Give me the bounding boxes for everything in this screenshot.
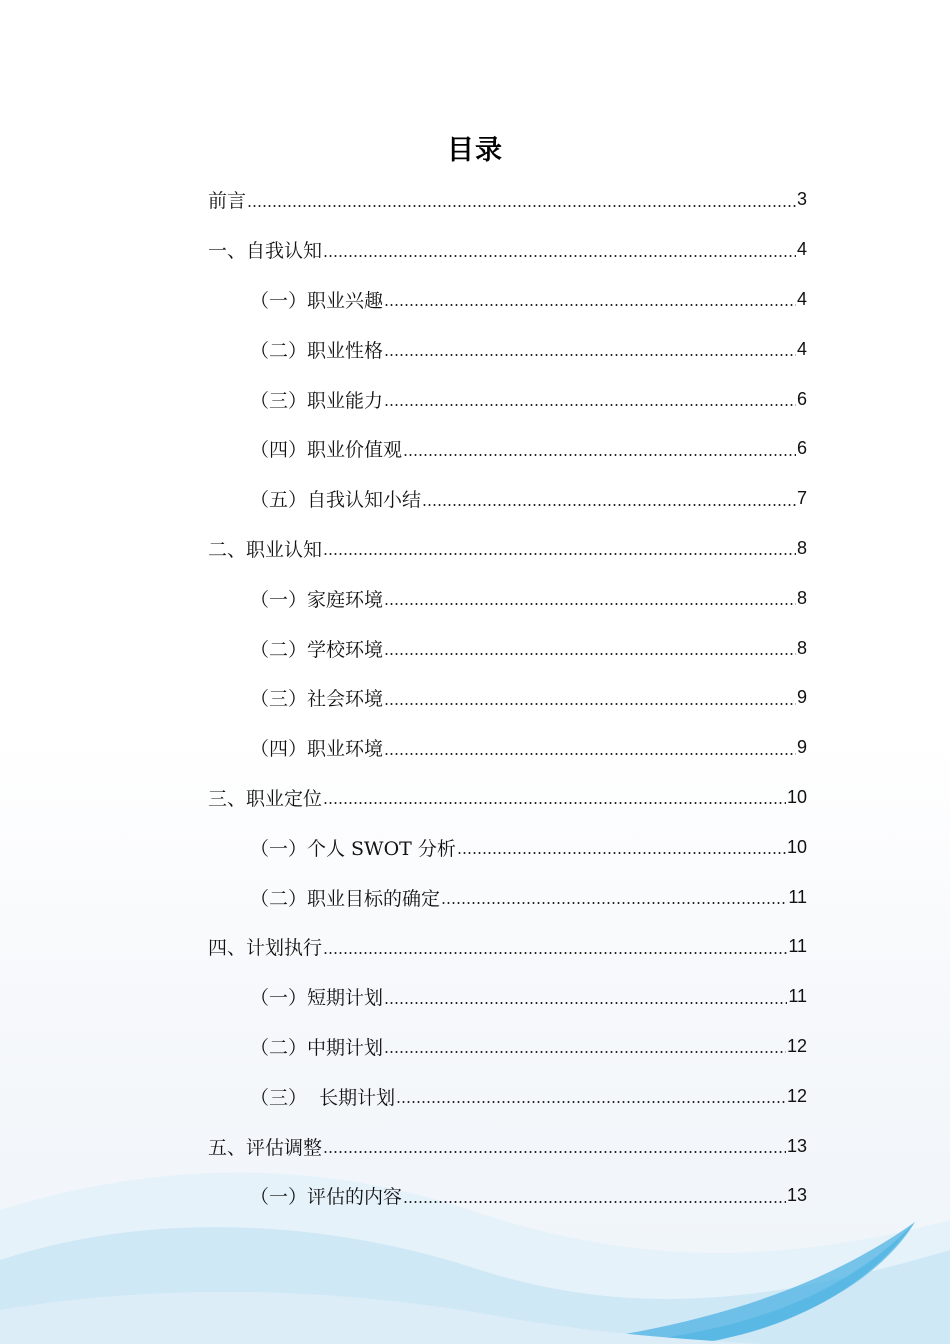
toc-entry-label: （一）短期计划 — [250, 987, 384, 1010]
toc-entry[interactable] — [208, 225, 807, 275]
toc-entry-label: 四、计划执行 — [208, 937, 323, 960]
toc-page-number: 7 — [796, 488, 807, 509]
toc-entry-label: （四）职业价值观 — [250, 439, 403, 462]
toc-dot-leader — [384, 404, 796, 406]
toc-subentry[interactable] — [208, 424, 807, 474]
toc-subentry[interactable] — [208, 723, 807, 773]
toc-dot-leader — [403, 1201, 786, 1203]
toc-page-number: 12 — [786, 1085, 807, 1106]
toc-dot-leader — [384, 753, 796, 755]
toc-page-number: 8 — [796, 637, 807, 658]
toc-page-number: 10 — [786, 786, 807, 807]
toc-dot-leader — [384, 354, 796, 356]
toc-entry-label: （三）职业能力 — [250, 389, 384, 412]
toc-page-number: 9 — [796, 687, 807, 708]
toc-page-number: 12 — [786, 1035, 807, 1056]
toc-entry-label: 前言 — [208, 190, 247, 213]
toc-entry-label: （二）学校环境 — [250, 638, 384, 661]
toc-page-number: 4 — [796, 288, 807, 309]
toc-dot-leader — [403, 454, 796, 456]
toc-entry-label: （二）职业性格 — [250, 339, 384, 362]
toc-dot-leader — [323, 553, 796, 555]
toc-page-number: 4 — [796, 239, 807, 260]
toc-entry[interactable] — [208, 175, 807, 225]
toc-dot-leader — [396, 1101, 786, 1103]
toc-page-number: 3 — [796, 189, 807, 210]
toc-subentry[interactable] — [208, 573, 807, 623]
toc-page-number: 8 — [796, 537, 807, 558]
toc-dot-leader — [384, 653, 796, 655]
toc-subentry[interactable] — [208, 1071, 807, 1121]
toc-page-number: 10 — [786, 836, 807, 857]
toc-subentry[interactable] — [208, 623, 807, 673]
toc-page-number: 4 — [796, 338, 807, 359]
toc-page-number: 8 — [796, 587, 807, 608]
toc-dot-leader — [457, 852, 786, 854]
toc-dot-leader — [247, 205, 796, 207]
toc-subentry[interactable] — [208, 822, 807, 872]
toc-subentry[interactable] — [208, 972, 807, 1022]
toc-dot-leader — [323, 255, 796, 257]
toc-subentry[interactable] — [208, 872, 807, 922]
toc-subentry[interactable] — [208, 1022, 807, 1072]
toc-dot-leader — [323, 802, 786, 804]
toc-entry-label: 一、自我认知 — [208, 240, 323, 263]
table-of-contents — [208, 175, 807, 1221]
toc-dot-leader — [384, 1002, 787, 1004]
toc-dot-leader — [384, 1051, 786, 1053]
toc-dot-leader — [323, 1151, 786, 1153]
toc-page-number: 6 — [796, 438, 807, 459]
toc-entry-label: 五、评估调整 — [208, 1136, 323, 1159]
toc-entry-label: （一）评估的内容 — [250, 1186, 403, 1209]
toc-subentry[interactable] — [208, 673, 807, 723]
toc-subentry[interactable] — [208, 1171, 807, 1221]
toc-page-number: 6 — [796, 388, 807, 409]
toc-dot-leader — [384, 703, 796, 705]
toc-subentry[interactable] — [208, 474, 807, 524]
toc-entry-label: （一）个人 SWOT 分析 — [250, 837, 456, 860]
toc-dot-leader — [384, 603, 796, 605]
toc-dot-leader — [384, 304, 796, 306]
toc-entry[interactable] — [208, 773, 807, 823]
toc-subentry[interactable] — [208, 374, 807, 424]
toc-page-number: 9 — [796, 737, 807, 758]
toc-subentry[interactable] — [208, 275, 807, 325]
toc-entry[interactable] — [208, 524, 807, 574]
toc-page-number: 13 — [786, 1135, 807, 1156]
toc-entry-label: 二、职业认知 — [208, 538, 323, 561]
toc-dot-leader — [323, 952, 787, 954]
toc-entry[interactable] — [208, 922, 807, 972]
toc-entry-label: 三、职业定位 — [208, 787, 323, 810]
toc-entry-label: （一）职业兴趣 — [250, 289, 384, 312]
toc-dot-leader — [441, 902, 787, 904]
toc-entry-label: （一）家庭环境 — [250, 588, 384, 611]
toc-entry-label: （四）职业环境 — [250, 738, 384, 761]
toc-dot-leader — [422, 504, 796, 506]
toc-entry-label: （三）社会环境 — [250, 688, 384, 711]
page-title: 目录 — [447, 135, 503, 166]
toc-page-number: 11 — [788, 886, 807, 907]
toc-page-number: 11 — [788, 936, 807, 957]
toc-entry-label: （五）自我认知小结 — [250, 489, 422, 512]
toc-page-number: 11 — [788, 986, 807, 1007]
toc-entry[interactable] — [208, 1121, 807, 1171]
toc-page-number: 13 — [786, 1185, 807, 1206]
toc-entry-label: （二）中期计划 — [250, 1036, 384, 1059]
toc-entry-label: （三） 长期计划 — [250, 1086, 396, 1109]
toc-subentry[interactable] — [208, 324, 807, 374]
toc-entry-label: （二）职业目标的确定 — [250, 887, 441, 910]
